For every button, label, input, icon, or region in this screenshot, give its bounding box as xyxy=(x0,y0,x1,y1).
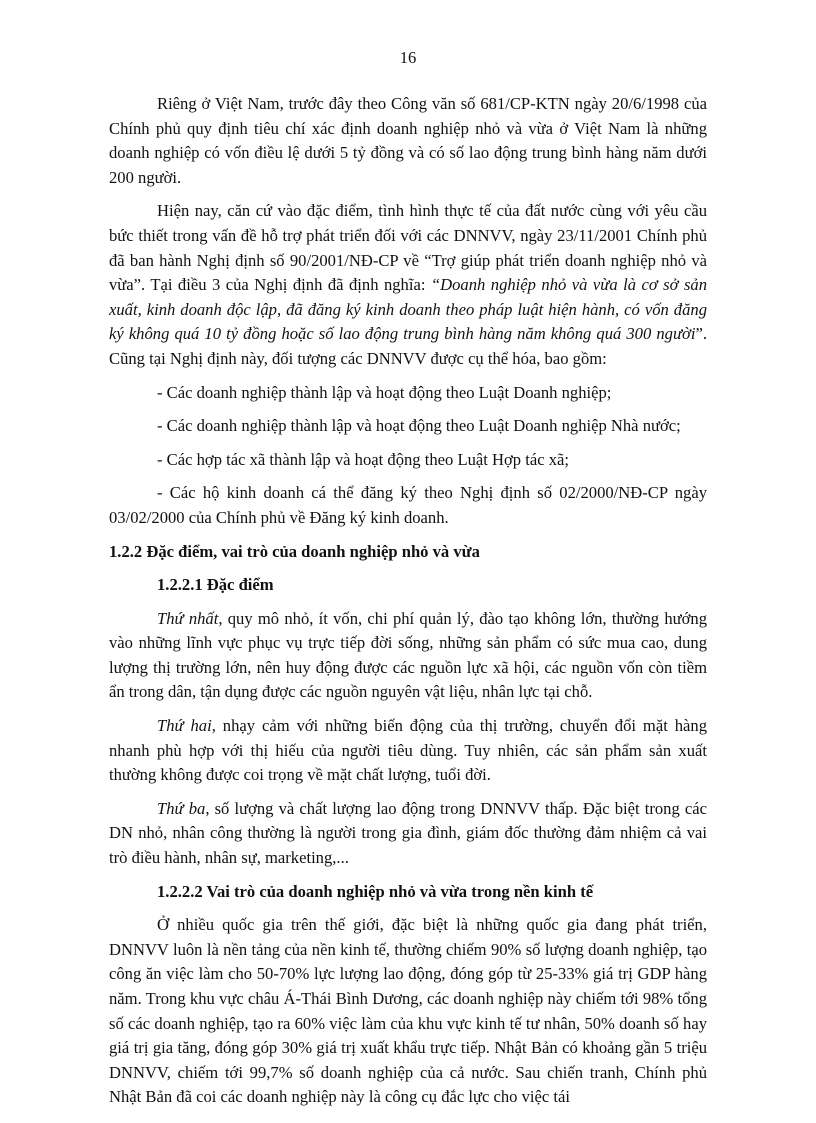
page-body xyxy=(109,92,707,1110)
list-item: - Các doanh nghiệp thành lập và hoạt động theo Luật Doanh nghiệp; xyxy=(157,382,612,402)
label-first: Thứ nhất xyxy=(157,608,219,628)
list-item: - Các doanh nghiệp thành lập và hoạt động theo Luật Doanh nghiệp Nhà nước; xyxy=(157,416,681,436)
label-third: Thứ ba xyxy=(157,798,206,818)
list-item: - Các hộ kinh doanh cá thể đăng ký theo Nghị định số 02/2000/NĐ-CP ngày 03/02/2000 của Chính phủ về Đăng ký kinh doanh. xyxy=(109,483,707,527)
paragraph-vietnam-criteria: Riêng ở Việt Nam, trước đây theo Công văn số 681/CP-KTN ngày 20/6/1998 của Chính phủ quy định tiêu chí xác định doanh nghiệp nhỏ và vừa ở Việt Nam là những doanh nghiệp có vốn điều lệ dưới 5 tỷ đồng và có số lao động trung bình hàng năm dưới 200 người. xyxy=(109,94,707,187)
paragraph-characteristic-third xyxy=(109,797,707,871)
subsection-heading-1-2-2-2: 1.2.2.2 Vai trò của doanh nghiệp nhỏ và vừa trong nền kinh tế xyxy=(157,881,594,901)
list-item: - Các hợp tác xã thành lập và hoạt động theo Luật Hợp tác xã; xyxy=(157,449,569,469)
paragraph-decree-definition xyxy=(109,199,707,371)
decree-outro-text: ”. Cũng tại Nghị định này, đối tượng các DNNVV được cụ thể hóa, bao gồm: xyxy=(109,324,707,368)
label-second: Thứ hai xyxy=(157,716,212,736)
page-number: 16 xyxy=(399,48,417,67)
text-second: , nhạy cảm với những biến động của thị trường, chuyển đổi mặt hàng nhanh phù hợp với thị hiếu của người tiêu dùng. Tuy nhiên, các sản phẩm sản xuất thường không được coi trọng về mặt chất lượng, tuổi đời. xyxy=(109,716,707,785)
paragraph-role-economy: Ở nhiều quốc gia trên thế giới, đặc biệt là những quốc gia đang phát triển, DNNVV luôn là nền tảng của nền kinh tế, thường chiếm 90% số lượng doanh nghiệp, tạo công ăn việc làm cho 50-70% lực lượng lao động, đóng góp từ 25-33% giá trị GDP hàng năm. Trong khu vực châu Á-Thái Bình Dương, các doanh nghiệp này chiếm tới 98% tổng số các doanh nghiệp, tạo ra 60% việc làm của khu vực kinh tế tư nhân, 50% doanh số hay giá trị gia tăng, đóng góp 30% giá trị xuất khẩu trực tiếp. Nhật Bản có khoảng gần 5 triệu DNNVV, chiếm tới 99,7% số doanh nghiệp của cả nước. Sau chiến tranh, Chính phủ Nhật Bản đã coi các doanh nghiệp này là công cụ đắc lực cho việc tái xyxy=(109,915,707,1107)
paragraph-characteristic-first xyxy=(109,607,707,705)
decree-intro-text: Hiện nay, căn cứ vào đặc điểm, tình hình thực tế của đất nước cùng với yêu cầu bức thiết trong vấn đề hỗ trợ phát triển đối với các DNNVV, ngày 23/11/2001 Chính phủ đã ban hành Nghị định số 90/2001/NĐ-CP về “Trợ giúp phát triển doanh nghiệp nhỏ và vừa”. Tại điều 3 của Nghị định đã định nghĩa: xyxy=(109,201,707,295)
definition-quote: “Doanh nghiệp nhỏ và vừa là cơ sở sản xuất, kinh doanh độc lập, đã đăng ký kinh doanh theo pháp luật hiện hành, có vốn đăng ký không quá 10 tỷ đồng hoặc số lao động trung bình hàng năm không quá 300 người xyxy=(109,275,707,344)
paragraph-characteristic-second xyxy=(109,714,707,788)
text-first: , quy mô nhỏ, ít vốn, chi phí quản lý, đào tạo không lớn, thường hướng vào những lĩnh vực phục vụ trực tiếp đời sống, những sản phẩm có sức mua cao, dung lượng thị trường lớn, nên huy động được các nguồn lực xã hội, các nguồn vốn còn tiềm ẩn trong dân, tận dụng được các nguồn nguyên vật liệu, nhân lực tại chỗ. xyxy=(109,608,708,702)
subsection-heading-1-2-2-1: 1.2.2.1 Đặc điểm xyxy=(157,575,274,595)
section-heading-1-2-2: 1.2.2 Đặc điểm, vai trò của doanh nghiệp nhỏ và vừa xyxy=(109,541,480,561)
text-third: , số lượng và chất lượng lao động trong DNNVV thấp. Đặc biệt trong các DN nhỏ, nhân công thường là người trong gia đình, giám đốc thường đảm nhiệm cả vai trò điều hành, nhân sự, marketing,... xyxy=(109,798,707,868)
